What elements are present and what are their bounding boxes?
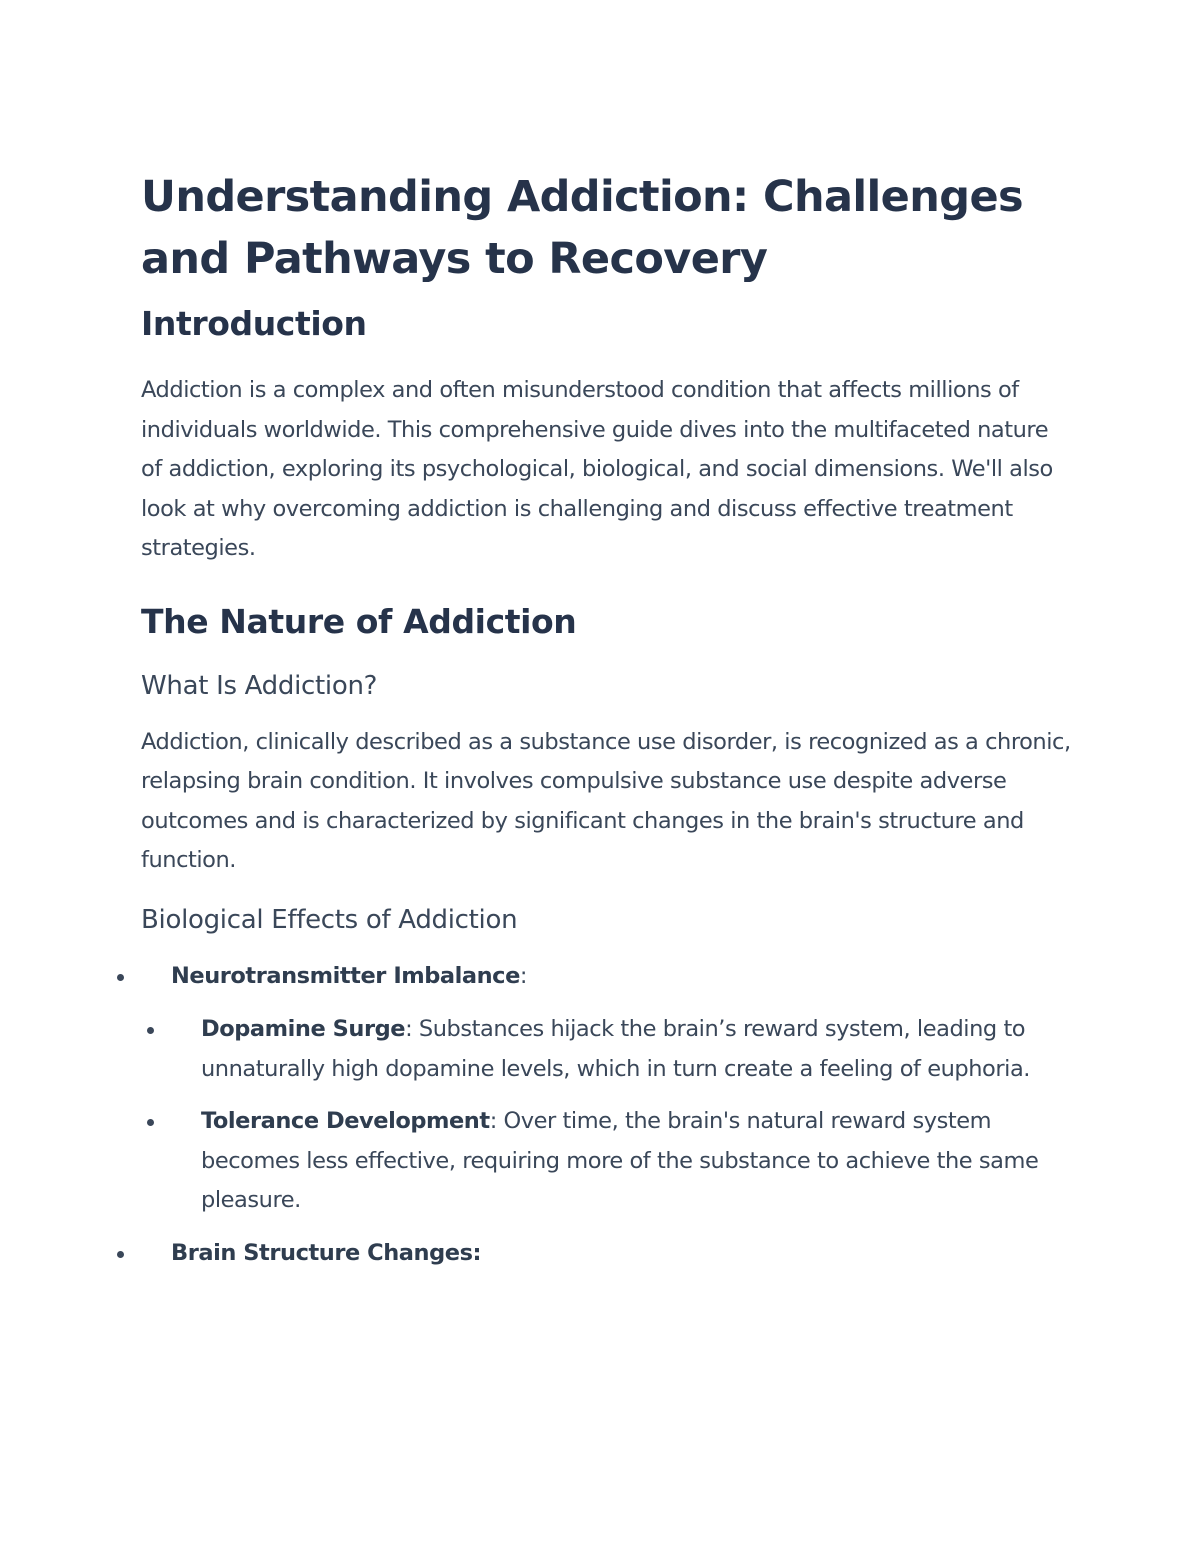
bullet-icon [147,1119,154,1126]
list-item-term: Brain Structure Changes: [171,1239,482,1266]
biological-effects-heading: Biological Effects of Addiction [141,904,518,935]
nature-of-addiction-heading: The Nature of Addiction [141,601,577,641]
bullet-icon [117,1251,124,1258]
list-item-term: Tolerance Development [201,1108,490,1134]
list-item-text: : Over time, the brain's natural reward system becomes less effective, requiring more of the substance to achieve the same pleasure. [201,1108,1039,1213]
what-is-addiction-heading: What Is Addiction? [141,670,378,701]
list-item-suffix: : [519,962,528,989]
list-item-text: : Substances hijack the brain’s reward system, leading to unnaturally high dopamine levels, which in turn create a feeling of euphoria. [201,1016,1031,1082]
list-item-tolerance-development [171,1102,1071,1221]
introduction-heading: Introduction [141,304,367,343]
document-title: Understanding Addiction: Challenges and Pathways to Recovery [141,172,1024,284]
bullet-icon [147,1027,154,1034]
biological-effects-list [141,957,1071,1274]
neurotransmitter-sublist [171,1010,1071,1221]
document-page [141,166,1071,1273]
introduction-paragraph: Addiction is a complex and often misunderstood condition that affects millions of individuals worldwide. This comprehensive guide dives into the multifaceted nature of addiction, exploring its psychological, biological, and social dimensions. We'll also look at why overcoming addiction is challenging and discuss effective treatment strategies. [141,377,1053,561]
what-is-addiction-paragraph: Addiction, clinically described as a substance use disorder, is recognized as a chronic, relapsing brain condition. It involves compulsive substance use despite adverse outcomes and is characterized by significant changes in the brain's structure and function. [141,728,1071,873]
list-item-neurotransmitter-imbalance [141,957,1071,1221]
list-item-term: Dopamine Surge [201,1016,406,1042]
bullet-icon [117,974,124,981]
list-item-brain-structure-changes [141,1234,1071,1274]
list-item-dopamine-surge [171,1010,1071,1089]
list-item-term: Neurotransmitter Imbalance [171,962,520,989]
